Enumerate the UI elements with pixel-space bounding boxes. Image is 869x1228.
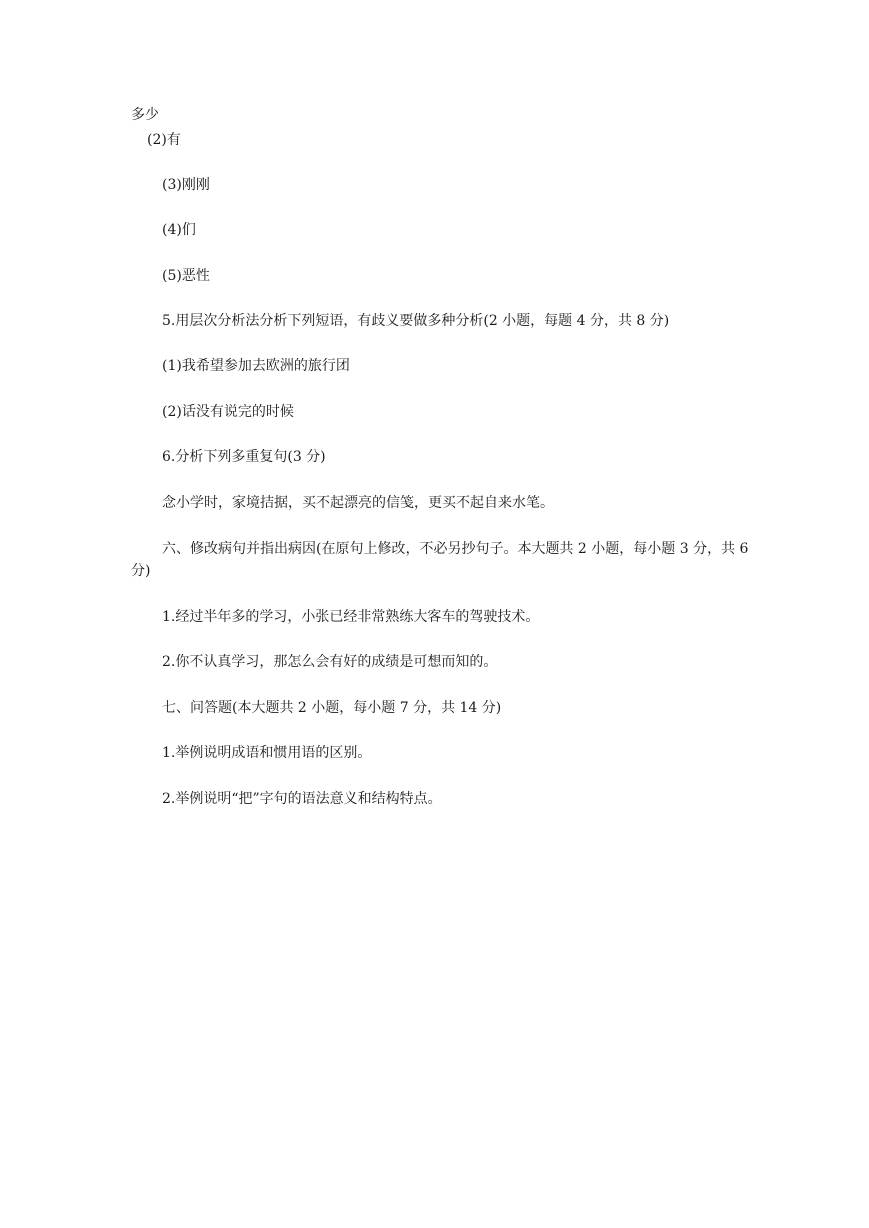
section-7-item-1: 1.举例说明成语和惯用语的区别。 bbox=[162, 745, 372, 761]
question-5-heading: 5.用层次分析法分析下列短语，有歧义要做多种分析(2 小题，每题 4 分，共 8 分) bbox=[162, 313, 670, 329]
text-line-duoshao: 多少 bbox=[131, 107, 159, 123]
text-line-option-5: (5)恶性 bbox=[162, 268, 210, 284]
question-5-item-2: (2)话没有说完的时候 bbox=[162, 404, 294, 420]
section-7-item-2: 2.举例说明“把”字句的语法意义和结构特点。 bbox=[162, 791, 442, 807]
question-5-item-1: (1)我希望参加去欧洲的旅行团 bbox=[162, 358, 350, 374]
text-line-option-2: (2)有 bbox=[147, 132, 181, 148]
section-7-heading: 七、问答题(本大题共 2 小题，每小题 7 分，共 14 分) bbox=[162, 700, 502, 716]
section-6-item-2: 2.你不认真学习，那怎么会有好的成绩是可想而知的。 bbox=[162, 654, 498, 670]
section-6-heading: 六、修改病句并指出病因(在原句上修改，不必另抄句子。本大题共 2 小题，每小题 3 分，共 6 分) bbox=[131, 541, 749, 579]
section-6-item-1: 1.经过半年多的学习，小张已经非常熟练大客车的驾驶技术。 bbox=[162, 609, 540, 625]
text-line-option-4: (4)们 bbox=[162, 222, 196, 238]
question-6-sentence: 念小学时，家境拮据，买不起漂亮的信笺，更买不起自来水笔。 bbox=[162, 495, 554, 511]
question-6-heading: 6.分析下列多重复句(3 分) bbox=[162, 449, 326, 465]
text-line-option-3: (3)刚刚 bbox=[162, 177, 210, 193]
